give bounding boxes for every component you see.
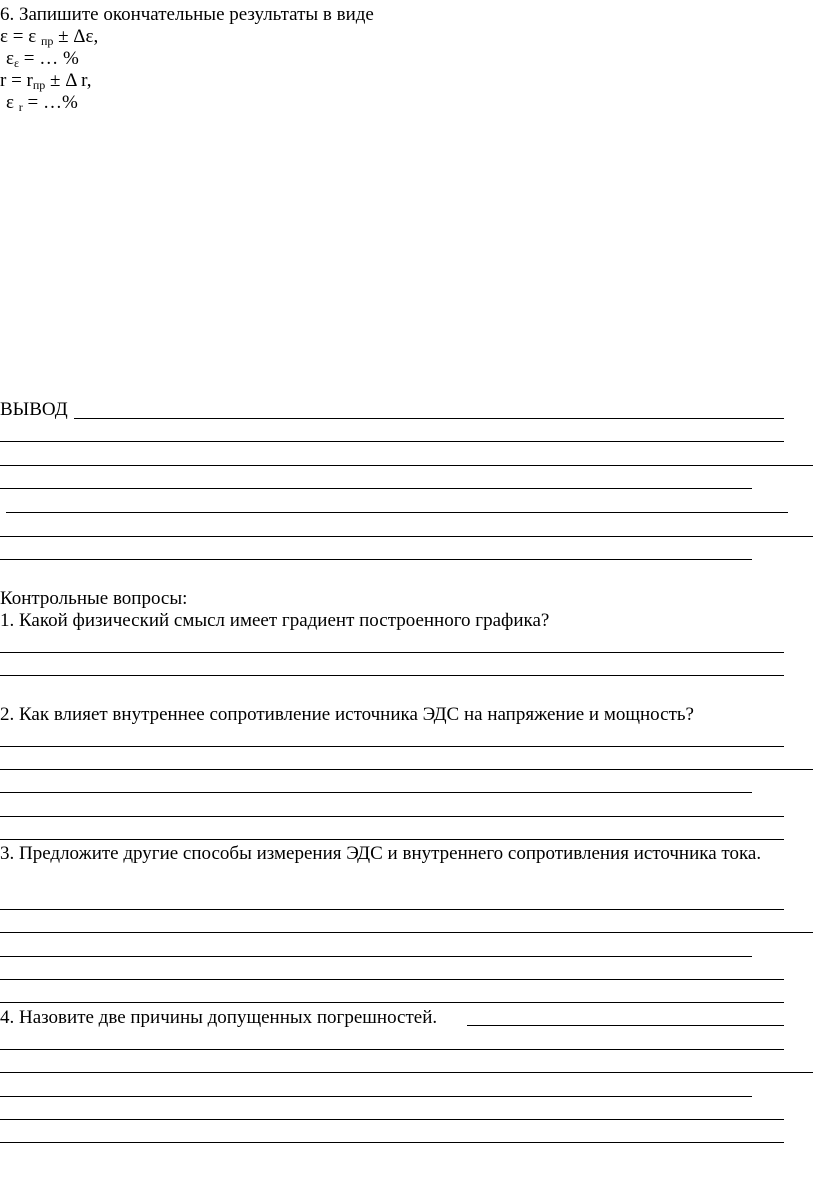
control-questions-heading: Контрольные вопросы:: [0, 588, 188, 609]
question-4-answer-line[interactable]: [467, 1025, 784, 1026]
conclusion-answer-line[interactable]: [0, 441, 784, 442]
question-1-answer-line[interactable]: [0, 652, 784, 653]
formula-emf-relative-symbol: ε: [6, 48, 14, 69]
conclusion-answer-line[interactable]: [0, 559, 752, 560]
formula-resistance-subscript: пр: [32, 78, 46, 92]
conclusion-answer-line[interactable]: [74, 418, 784, 419]
question-1: 1. Какой физический смысл имеет градиент построенного графика?: [0, 610, 550, 631]
formula-emf-symbol: ε = ε: [0, 26, 37, 47]
question-4-answer-line[interactable]: [0, 1142, 784, 1143]
question-3-answer-line[interactable]: [0, 979, 784, 980]
question-1-answer-line[interactable]: [0, 675, 784, 676]
formula-emf-rest: ± Δε,: [53, 26, 99, 47]
conclusion-answer-line[interactable]: [0, 465, 813, 466]
formula-resistance-symbol: r = r: [0, 70, 33, 91]
conclusion-answer-line[interactable]: [0, 536, 813, 537]
question-2-answer-line[interactable]: [0, 839, 784, 840]
formula-resistance-relative-subscript: r: [18, 100, 23, 114]
conclusion-answer-line[interactable]: [6, 512, 788, 513]
question-4-answer-line[interactable]: [0, 1096, 752, 1097]
question-4-answer-line[interactable]: [0, 1072, 813, 1073]
question-4-answer-line[interactable]: [0, 1119, 784, 1120]
formula-resistance-relative: [6, 92, 78, 118]
step6-heading: 6. Запишите окончательные результаты в виде: [0, 4, 374, 25]
question-3-answer-line[interactable]: [0, 909, 784, 910]
question-4-answer-line[interactable]: [0, 1049, 784, 1050]
conclusion-label: ВЫВОД: [0, 399, 68, 420]
question-3-answer-line[interactable]: [0, 1002, 784, 1003]
question-3-answer-line[interactable]: [0, 956, 752, 957]
formula-resistance-relative-symbol: ε: [6, 92, 14, 113]
formula-resistance-rest: ± Δ r,: [45, 70, 92, 91]
formula-emf-subscript: пр: [40, 34, 54, 48]
question-3: 3. Предложите другие способы измерения ЭДС и внутреннего сопротивления источника тока.: [0, 843, 762, 864]
formula-emf-relative-subscript: ε: [13, 56, 20, 70]
question-2-answer-line[interactable]: [0, 769, 813, 770]
question-3-answer-line[interactable]: [0, 932, 813, 933]
question-2-answer-line[interactable]: [0, 792, 752, 793]
formula-emf-relative-rest: = … %: [19, 48, 79, 69]
question-2-answer-line[interactable]: [0, 746, 784, 747]
formula-resistance-relative-rest: = …%: [22, 92, 78, 113]
question-4: 4. Назовите две причины допущенных погрешностей.: [0, 1007, 438, 1028]
question-2-answer-line[interactable]: [0, 816, 784, 817]
question-2: 2. Как влияет внутреннее сопротивление источника ЭДС на напряжение и мощность?: [0, 704, 694, 725]
conclusion-answer-line[interactable]: [0, 488, 752, 489]
